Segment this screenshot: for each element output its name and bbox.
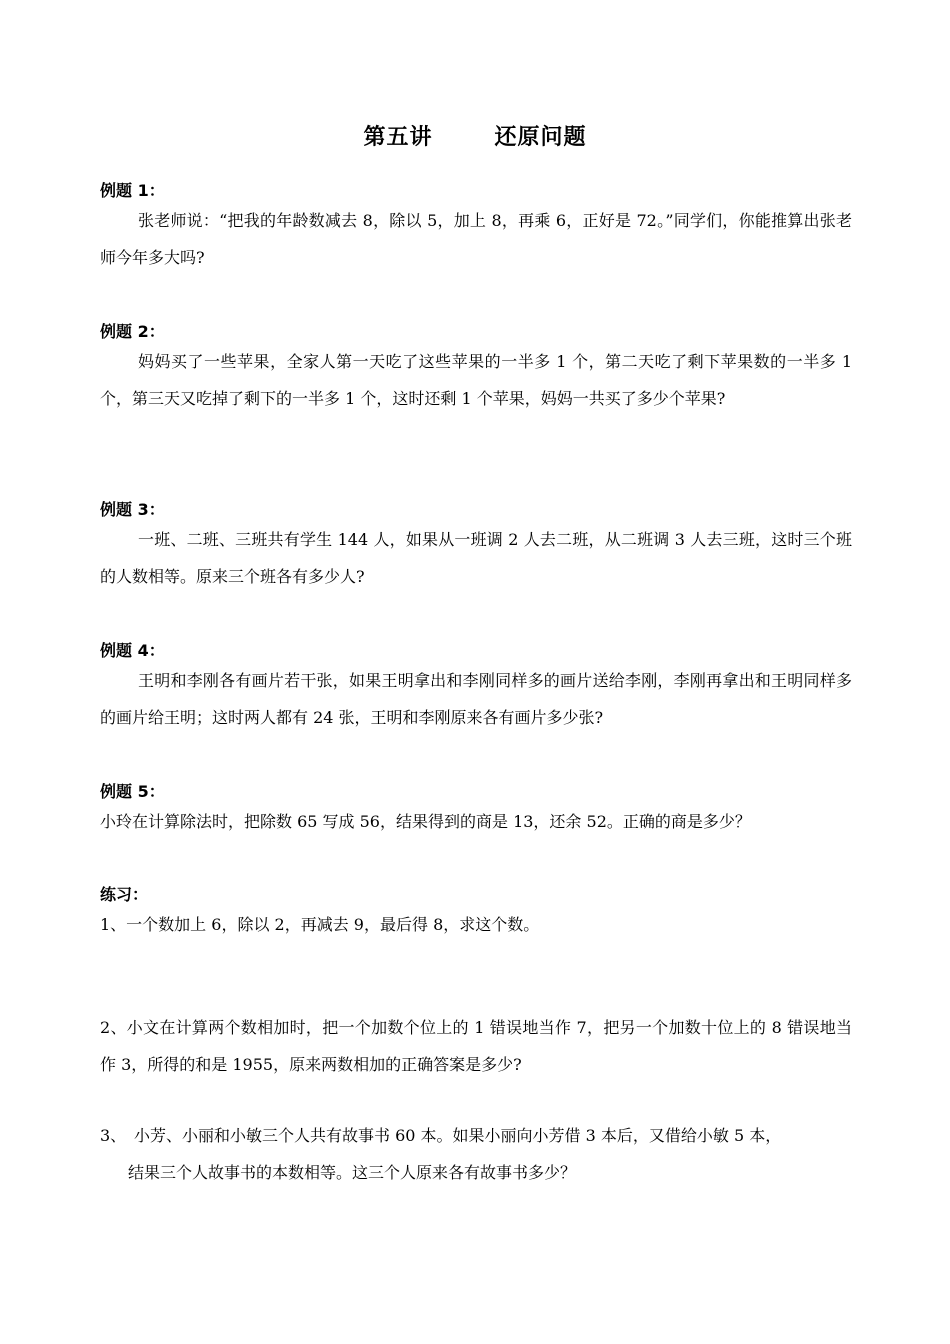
example-2-text: 妈妈买了一些苹果，全家人第一天吃了这些苹果的一半多 1 个，第二天吃了剩下苹果数的一半多 1 个，第三天又吃掉了剩下的一半多 1 个，这时还剩 1 个苹果，妈妈一共买了多少个苹果? — [100, 352, 852, 408]
example-3-heading: 例题 3： — [100, 500, 165, 519]
title-lesson-number: 第五讲 — [363, 125, 433, 150]
practice-item-3-line-1: 3、 小芳、小丽和小敏三个人共有故事书 60 本。如果小丽向小芳借 3 本后，又借给小敏 5 本， — [100, 1117, 860, 1154]
practice-heading: 练习： — [100, 885, 149, 904]
example-4-text: 王明和李刚各有画片若干张，如果王明拿出和李刚同样多的画片送给李刚，李刚再拿出和王明同样多的画片给王明；这时两人都有 24 张，王明和李刚原来各有画片多少张? — [100, 671, 852, 727]
example-5-text: 小玲在计算除法时，把除数 65 写成 56，结果得到的商是 13，还余 52。正确的商是多少？ — [100, 812, 751, 831]
page-title — [0, 120, 950, 151]
practice-item-2: 2、小文在计算两个数相加时，把一个加数个位上的 1 错误地当作 7，把另一个加数十位上的 8 错误地当作 3，所得的和是 1955，原来两数相加的正确答案是多少? — [100, 1018, 852, 1074]
example-2-heading: 例题 2： — [100, 322, 165, 341]
example-1-heading: 例题 1： — [100, 181, 165, 200]
practice-item-3-line-2: 结果三个人故事书的本数相等。这三个人原来各有故事书多少？ — [128, 1163, 577, 1182]
practice-item-1: 1、一个数加上 6，除以 2，再减去 9，最后得 8，求这个数。 — [100, 915, 540, 934]
title-topic: 还原问题 — [494, 125, 587, 150]
practice-item-3-number: 3、 — [100, 1126, 127, 1145]
practice-item-3 — [100, 1117, 860, 1191]
example-4-heading: 例题 4： — [100, 641, 165, 660]
example-5-heading: 例题 5： — [100, 782, 165, 801]
example-1-text: 张老师说：“把我的年龄数减去 8，除以 5，加上 8，再乘 6，正好是 72。”同学们，你能推算出张老师今年多大吗? — [100, 211, 852, 267]
example-3-text: 一班、二班、三班共有学生 144 人，如果从一班调 2 人去二班，从二班调 3 人去三班，这时三个班的人数相等。原来三个班各有多少人? — [100, 530, 852, 586]
